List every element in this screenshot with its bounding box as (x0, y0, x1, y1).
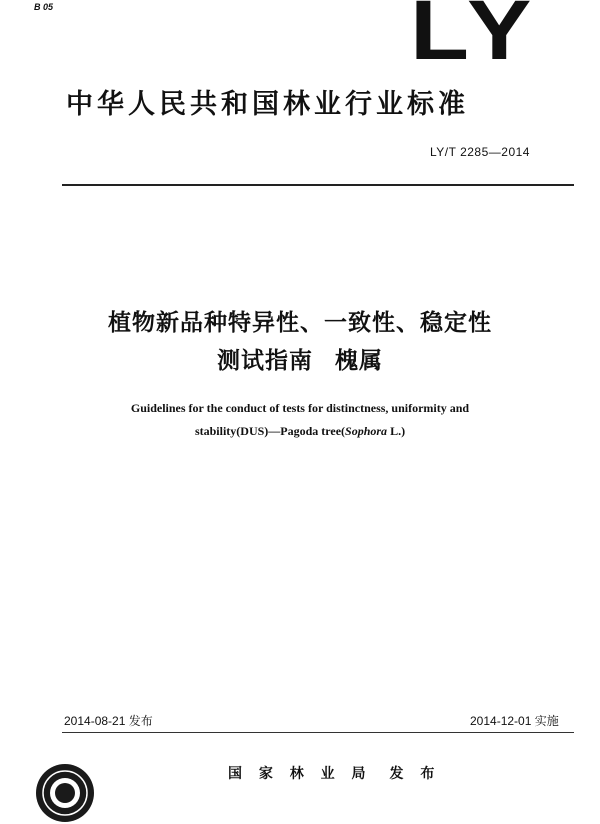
issue-date: 2014-08-21 发布 (64, 714, 153, 728)
title-chinese-genus: 槐属 (335, 348, 383, 374)
footer-divider (62, 732, 574, 733)
official-seal-icon (34, 762, 96, 824)
title-english-line-2 (0, 424, 600, 439)
title-english-genus-italic: Sophora (345, 424, 388, 438)
standard-number: LY/T 2285—2014 (430, 145, 530, 159)
implementation-date: 2014-12-01 实施 (470, 714, 559, 728)
title-english-part: stability(DUS)—Pagoda tree( (194, 424, 346, 438)
title-english-end: L.) (387, 424, 406, 438)
title-chinese-line-1: 植物新品种特异性、一致性、稳定性 (108, 310, 492, 336)
standard-logo: LY (410, 0, 539, 77)
issuer-name: 国 家 林 业 局 (228, 766, 372, 782)
issuer-action: 发 布 (389, 766, 441, 782)
title-chinese-guide: 测试指南 (217, 348, 313, 374)
title-chinese-line-2 (0, 342, 600, 375)
standard-category-title: 中华人民共和国林业行业标准 (66, 89, 469, 120)
header-divider (62, 184, 574, 186)
title-english-line-1: Guidelines for the conduct of tests for distinctness, uniformity and (130, 401, 470, 415)
issuing-authority (228, 763, 440, 783)
classification-code: B 05 (34, 2, 54, 12)
